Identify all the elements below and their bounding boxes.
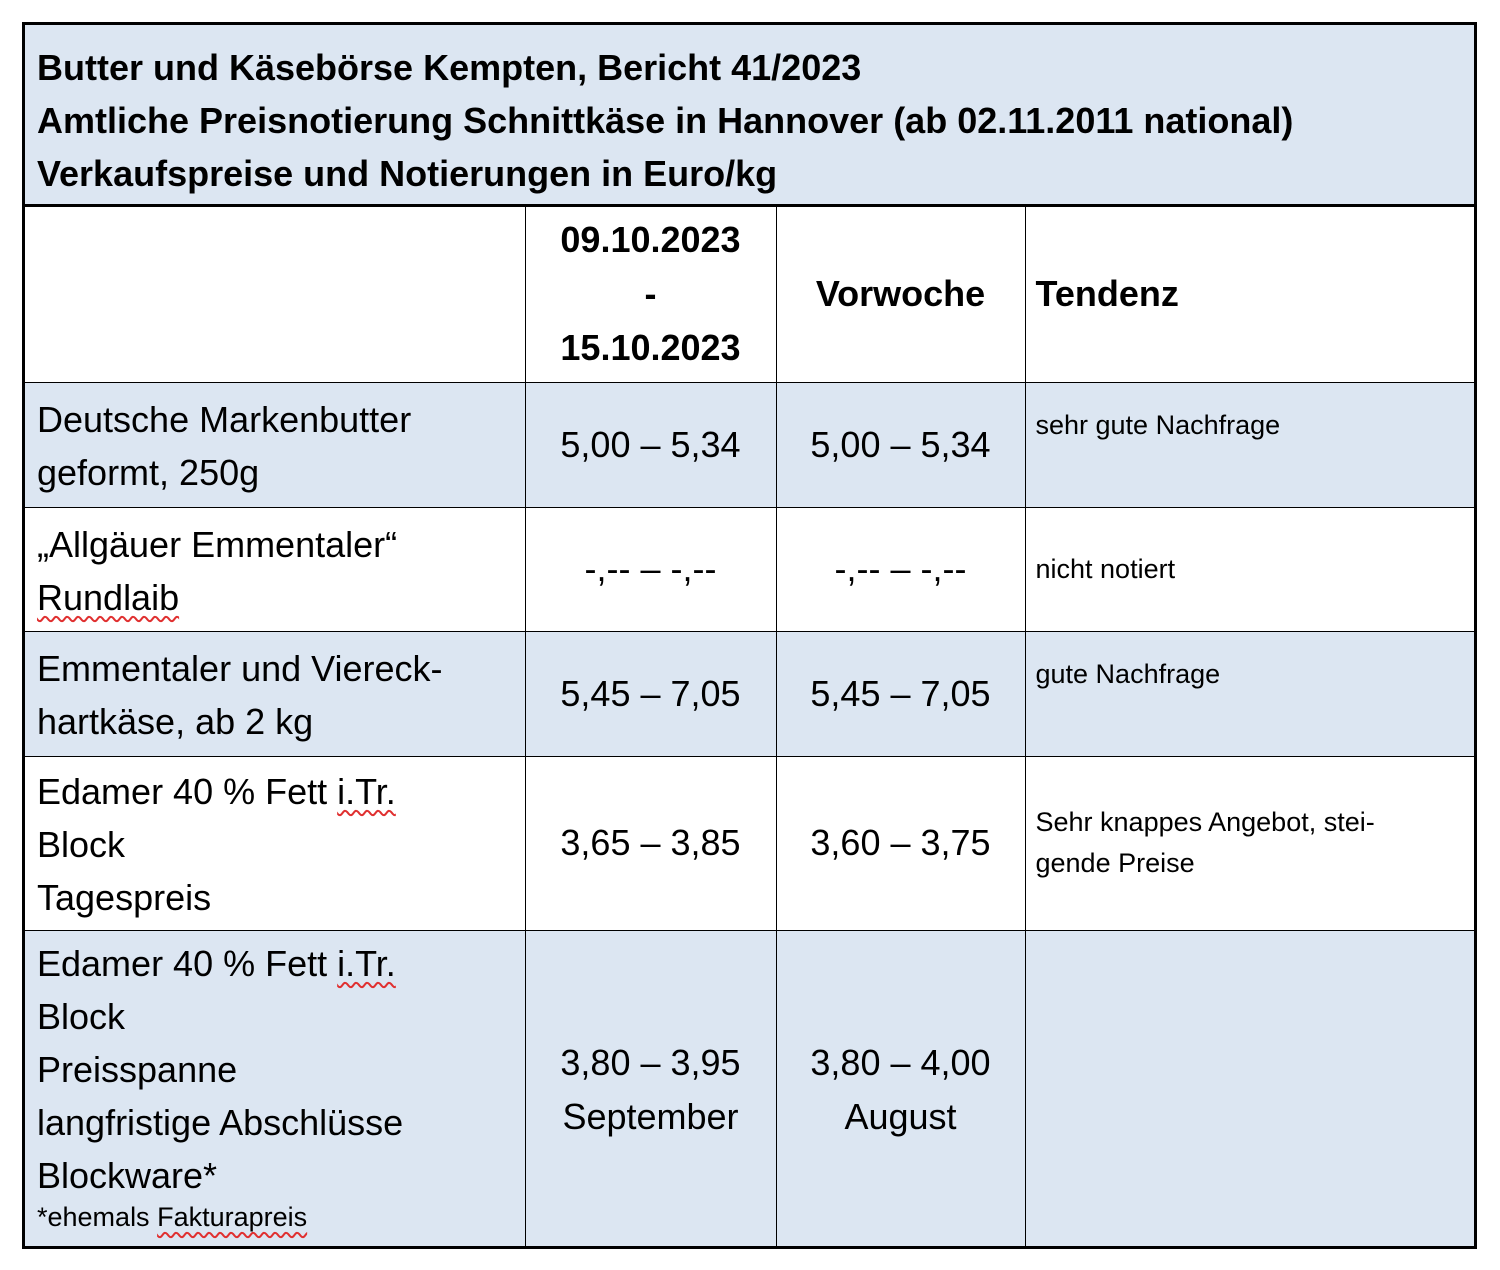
- previous-week-header: Vorwoche: [776, 207, 1025, 382]
- table-row: [25, 507, 1474, 631]
- report-unit-note: Verkaufspreise und Notierungen in Euro/kg: [37, 153, 778, 194]
- footnote: *ehemals Fakturapreis: [37, 1201, 308, 1232]
- table-row: [25, 756, 1474, 930]
- period-start: 09.10.2023: [560, 219, 741, 261]
- trend-text: Sehr knappes Angebot, stei- gende Preise: [1025, 756, 1474, 930]
- trend-text: gute Nachfrage: [1025, 631, 1474, 756]
- previous-price: 5,00 – 5,34: [776, 382, 1025, 507]
- previous-price: 3,80 – 4,00 August: [776, 930, 1025, 1249]
- product-name: Emmentaler und Viereck- hartkäse, ab 2 kg: [25, 631, 525, 756]
- table-row: [25, 930, 1474, 1249]
- current-price: 5,45 – 7,05: [525, 631, 776, 756]
- previous-price: 3,60 – 3,75: [776, 756, 1025, 930]
- product-name: „Allgäuer Emmentaler“ Rundlaib: [25, 507, 525, 631]
- trend-text: sehr gute Nachfrage: [1025, 382, 1474, 507]
- previous-price: 5,45 – 7,05: [776, 631, 1025, 756]
- table-row: [25, 382, 1474, 507]
- trend-text: nicht notiert: [1025, 507, 1474, 631]
- current-month: September: [562, 1095, 739, 1137]
- previous-month: August: [844, 1095, 957, 1137]
- current-price: 3,65 – 3,85: [525, 756, 776, 930]
- report-subtitle: Amtliche Preisnotierung Schnittkäse in Hannover (ab 02.11.2011 national): [37, 100, 1294, 141]
- previous-price: -,-- – -,--: [776, 507, 1025, 631]
- product-name: Deutsche Markenbutter geformt, 250g: [25, 382, 525, 507]
- table-row: [25, 631, 1474, 756]
- trend-header: Tendenz: [1025, 207, 1474, 382]
- current-period-header: [525, 207, 776, 382]
- product-name: Edamer 40 % Fett i.Tr. Block Tagespreis: [25, 756, 525, 930]
- period-separator: -: [644, 273, 657, 315]
- product-name: Edamer 40 % Fett i.Tr. Block Preisspanne langfristige Abschlüsse Blockware* *ehemals Fakturapreis: [25, 930, 525, 1249]
- trend-text: [1025, 930, 1474, 1249]
- column-header-row: [25, 207, 1474, 382]
- current-price: 3,80 – 3,95 September: [525, 930, 776, 1249]
- price-report-table: [22, 22, 1477, 1249]
- price-table: [25, 207, 1474, 1249]
- report-title: Butter und Käsebörse Kempten, Bericht 41/2023: [37, 47, 862, 88]
- period-end: 15.10.2023: [560, 327, 741, 369]
- current-price: 5,00 – 5,34: [525, 382, 776, 507]
- empty-header-cell: [25, 207, 525, 382]
- current-price: -,-- – -,--: [525, 507, 776, 631]
- report-header: [25, 25, 1474, 207]
